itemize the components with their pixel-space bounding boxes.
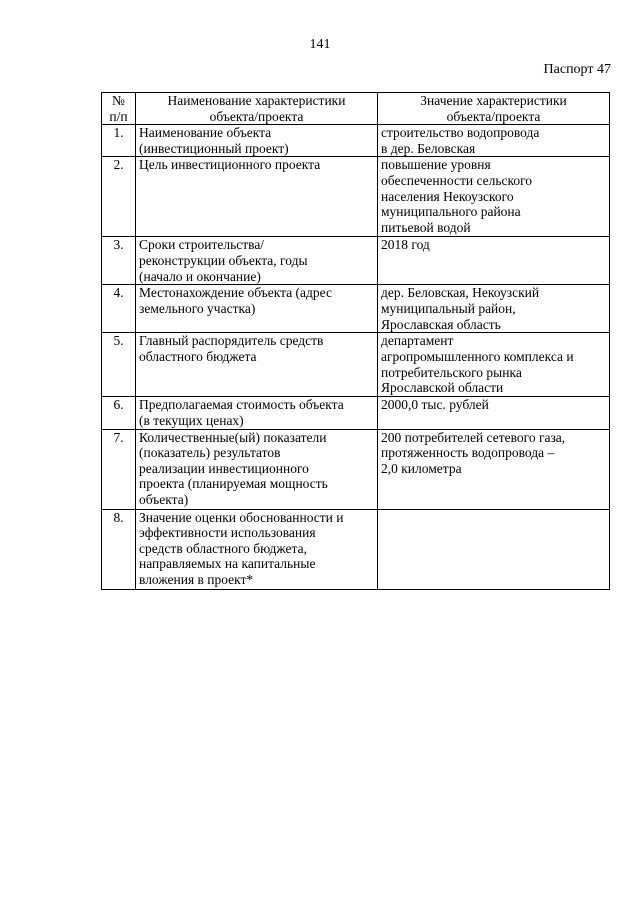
characteristic-name: Цель инвестиционного проекта	[136, 157, 378, 237]
table-row	[102, 509, 610, 589]
row-number: 2.	[102, 157, 136, 237]
column-header-characteristic-name: Наименование характеристики объекта/проекта	[136, 93, 378, 125]
characteristic-name: Количественные(ый) показатели (показатель) результатов реализации инвестиционного проекта (планируемая мощность объекта)	[136, 429, 378, 509]
characteristic-name: Предполагаемая стоимость объекта (в текущих ценах)	[136, 397, 378, 429]
table-row	[102, 429, 610, 509]
table-header-row	[102, 93, 610, 125]
table-row	[102, 237, 610, 285]
characteristic-value: 200 потребителей сетевого газа, протяженность водопровода – 2,0 километра	[378, 429, 610, 509]
passport-table	[101, 92, 610, 590]
row-number: 1.	[102, 125, 136, 157]
characteristic-value: 2018 год	[378, 237, 610, 285]
characteristic-value: дер. Беловская, Некоузский муниципальный район, Ярославская область	[378, 285, 610, 333]
characteristic-value: строительство водопровода в дер. Беловская	[378, 125, 610, 157]
characteristic-value	[378, 509, 610, 589]
row-number: 3.	[102, 237, 136, 285]
characteristic-name: Наименование объекта (инвестиционный проект)	[136, 125, 378, 157]
row-number: 6.	[102, 397, 136, 429]
table-row	[102, 125, 610, 157]
passport-label: Паспорт 47	[543, 62, 611, 77]
characteristic-value: 2000,0 тыс. рублей	[378, 397, 610, 429]
characteristic-name: Главный распорядитель средств областного бюджета	[136, 333, 378, 397]
table-row	[102, 285, 610, 333]
row-number: 5.	[102, 333, 136, 397]
table-row	[102, 157, 610, 237]
table-row	[102, 333, 610, 397]
row-number: 8.	[102, 509, 136, 589]
characteristic-value: департамент агропромышленного комплекса и потребительского рынка Ярославской области	[378, 333, 610, 397]
row-number: 4.	[102, 285, 136, 333]
column-header-number: № п/п	[102, 93, 136, 125]
column-header-characteristic-value: Значение характеристики объекта/проекта	[378, 93, 610, 125]
row-number: 7.	[102, 429, 136, 509]
characteristic-value: повышение уровня обеспеченности сельского населения Некоузского муниципального района питьевой водой	[378, 157, 610, 237]
characteristic-name: Значение оценки обоснованности и эффективности использования средств областного бюджета, направляемых на капитальные вложения в проект*	[136, 509, 378, 589]
characteristic-name: Сроки строительства/ реконструкции объекта, годы (начало и окончание)	[136, 237, 378, 285]
characteristic-name: Местонахождение объекта (адрес земельного участка)	[136, 285, 378, 333]
table-row	[102, 397, 610, 429]
page-number: 141	[309, 37, 331, 52]
